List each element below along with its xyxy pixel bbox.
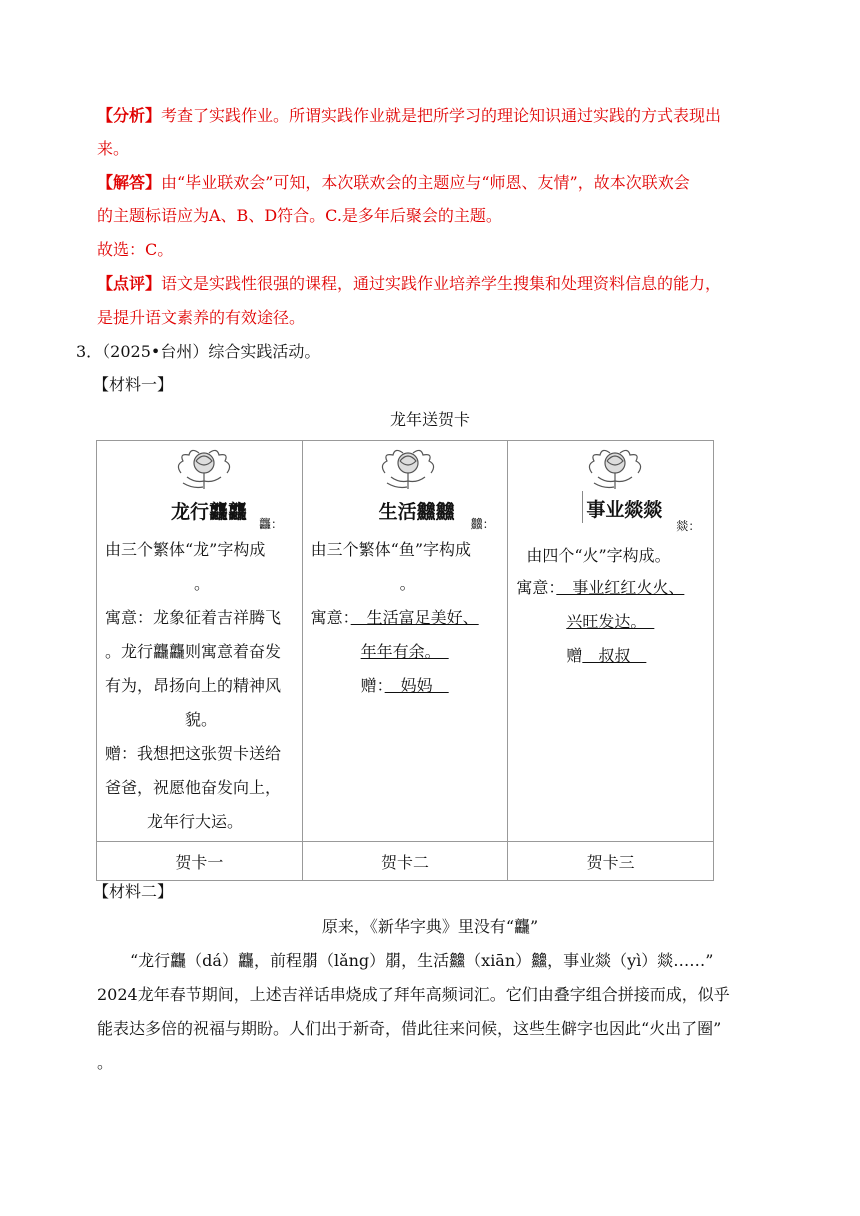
card-2-give-row [361,669,449,703]
greeting-card-table [96,440,714,881]
card-2-glyph: 䲜䲜 [416,501,455,523]
card-1-line-3: 寓意：龙象征着吉祥腾飞 [105,608,282,627]
card-3-meaning-1: 事业红红火火、 [556,578,685,597]
analysis-text: 考查了实践作业。所谓实践作业就是把所学习的理论知识通过实践的方式表现出 [161,106,722,125]
card-2-glyph-small: 䲜： [470,517,495,531]
peony-flower-icon [377,443,439,491]
card-3-meaning-2: 兴旺发达。 [566,612,655,631]
card-1-line-4: 。龙行龘龘则寓意着奋发 [105,642,282,661]
answer-line-1 [97,171,690,195]
analysis-tag: 【分析】 [97,106,162,125]
card-3-give-label: 赠 [566,646,583,665]
comment-line-1 [97,272,721,296]
card-2 [302,441,508,842]
card-2-give-label: 赠： [360,676,385,695]
card-3-line-1: 由四个“火”字构成。 [526,546,671,565]
card-1-line-9: 龙年行大运。 [147,812,244,831]
card-1 [97,441,303,842]
card-1-glyph: 龘龘 [209,501,248,523]
card-3-meaning-label: 寓意： [516,578,557,597]
table-title: 龙年送贺卡 [389,410,470,429]
card-3-glyph-small: 燚： [676,519,701,533]
card-1-title [171,497,247,524]
card-2-meaning-row-1 [311,601,479,635]
analysis-line-1 [97,104,721,128]
card-2-name: 生活 [378,501,417,523]
card-2-footer: 贺卡二 [302,842,508,881]
article-paragraph-1: “龙行龘（dá）龘，前程朤（lǎng）朤，生活䲜（xiān）䲜，事业燚（yì）燚……” [130,951,714,970]
card-3-give: 叔叔 [582,646,647,665]
analysis-line-2: 来。 [97,139,130,158]
comment-text: 语文是实践性很强的课程，通过实践作业培养学生搜集和处理资料信息的能力， [161,274,722,293]
card-1-line-2: 。 [194,574,211,593]
material-1-label: 【材料一】 [93,375,174,394]
card-1-name: 龙行 [171,501,210,523]
answer-line-2: 的主题标语应为A、B、D符合。C.是多年后聚会的主题。 [97,206,502,225]
article-paragraph-2b: 能表达多倍的祝福与期盼。人们出于新奇，借此往来问候，这些生僻字也因此“火出了圈” [97,1019,722,1038]
card-2-line-1: 由三个繁体“鱼”字构成 [310,540,472,559]
question-header: 3．（2025•台州）综合实践活动。 [76,342,321,361]
card-3-footer: 贺卡三 [508,842,714,881]
card-1-line-6: 貌。 [185,710,218,729]
answer-text: 由“毕业联欢会”可知，本次联欢会的主题应与“师恩、友情”，故本次联欢会 [161,173,690,192]
card-3-give-row [566,639,646,673]
card-2-give: 妈妈 [384,676,449,695]
card-1-line-1: 由三个繁体“龙”字构成 [105,540,266,559]
material-2-label: 【材料二】 [93,882,174,901]
article-paragraph-2a: 2024龙年春节期间，上述吉祥话串烧成了拜年高频词汇。它们由叠字组合拼接而成，似乎 [97,985,730,1004]
card-3-glyph: 燚燚 [624,499,663,521]
card-2-meaning-2: 年年有余。 [360,642,449,661]
card-1-line-8: 爸爸，祝愿他奋发向上， [105,778,282,797]
card-1-line-5: 有为，昂扬向上的精神风 [105,676,282,695]
card-2-line-2: 。 [399,574,416,593]
card-1-line-7: 赠：我想把这张贺卡送给 [105,744,282,763]
card-3-name: 事业 [586,499,625,521]
answer-choice: 故选：C。 [97,240,174,259]
article-title: 原来，《新华字典》里没有“龘” [321,917,539,936]
peony-flower-icon [584,443,646,491]
card-2-title [379,497,455,524]
card-3 [508,441,714,842]
card-2-meaning-1: 生活富足美好、 [350,608,479,627]
card-3-title [586,495,662,522]
article-paragraph-2c: 。 [97,1053,114,1072]
card-1-footer: 贺卡一 [97,842,303,881]
peony-flower-icon [173,443,235,491]
comment-line-2: 是提升语文素养的有效途径。 [97,308,306,327]
comment-tag: 【点评】 [97,274,162,293]
card-3-meaning-row-1 [516,571,684,605]
answer-tag: 【解答】 [97,173,162,192]
card-2-meaning-label: 寓意： [310,608,351,627]
card-1-glyph-small: 龘： [259,517,284,531]
card-3-divider [582,491,583,523]
